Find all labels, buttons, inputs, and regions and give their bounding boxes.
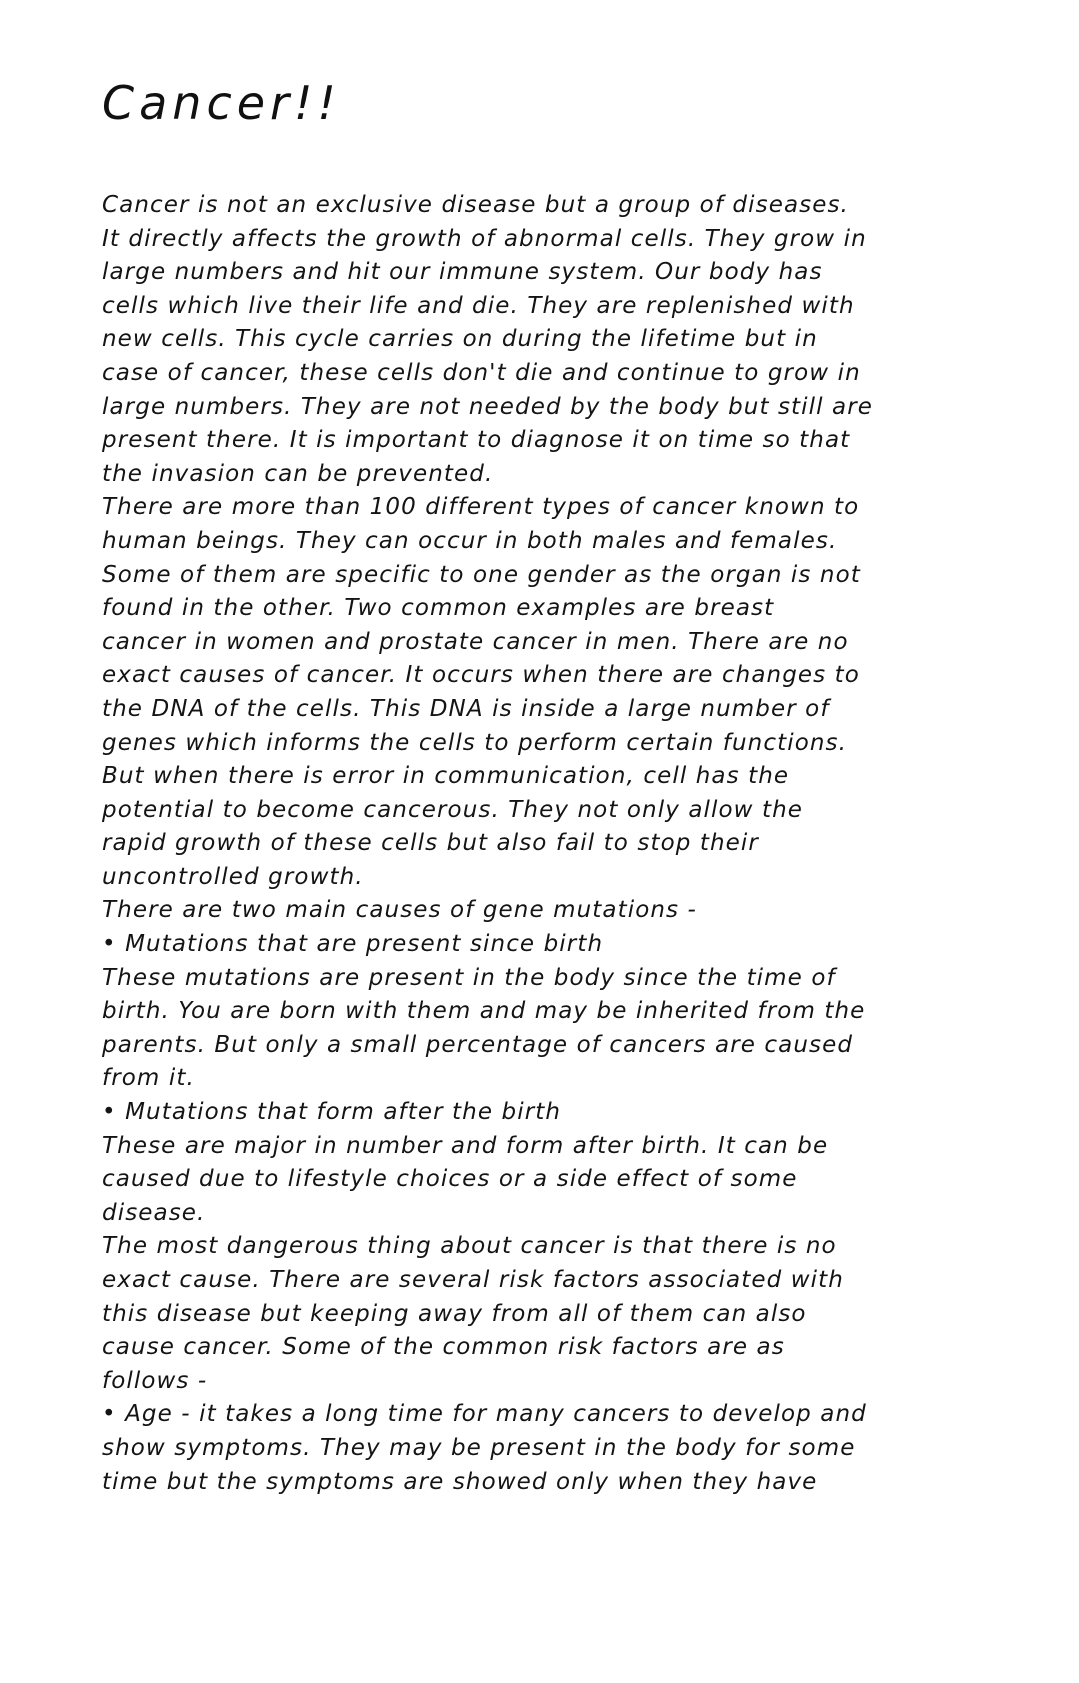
text-line: show symptoms. They may be present in the body for some [102, 1434, 856, 1461]
text-line: These are major in number and form after birth. It can be [102, 1132, 829, 1159]
text-line: case of cancer, these cells don't die and continue to grow in [102, 359, 861, 386]
text-line: • Age - it takes a long time for many cancers to develop and [102, 1401, 867, 1428]
text-line: potential to become cancerous. They not only allow the [102, 796, 804, 823]
text-line: It directly affects the growth of abnormal cells. They grow in [102, 225, 867, 252]
text-line: But when there is error in communication, cell has the [102, 763, 790, 790]
text-line: exact cause. There are several risk factors associated with [102, 1267, 844, 1293]
text-line: cause cancer. Some of the common risk factors are as [102, 1334, 785, 1361]
text-line: follows - [102, 1367, 208, 1394]
text-line: rapid growth of these cells but also fail to stop their [102, 830, 759, 857]
text-line: Some of them are specific to one gender as the organ is not [102, 561, 861, 588]
text-line: from it. [102, 1065, 195, 1092]
text-line: • Mutations that form after the birth [102, 1099, 562, 1126]
text-line: There are two main causes of gene mutations - [102, 897, 697, 924]
text-line: this disease but keeping away from all of them can also [102, 1300, 807, 1327]
text-line: large numbers and hit our immune system. Our body has [102, 259, 823, 286]
document-title: Cancer!! [102, 76, 341, 130]
text-line: Cancer is not an exclusive disease but a group of diseases. [102, 192, 849, 218]
text-line: disease. [102, 1199, 206, 1226]
text-line: the invasion can be prevented. [102, 460, 494, 487]
text-line: There are more than 100 different types of cancer known to [102, 494, 860, 521]
text-line: cells which live their life and die. They are replenished with [102, 292, 855, 319]
document-body [102, 189, 1062, 1499]
text-line: human beings. They can occur in both males and females. [102, 527, 838, 554]
text-line: genes which informs the cells to perform certain functions. [102, 729, 848, 756]
text-line: • Mutations that are present since birth [102, 931, 604, 958]
text-line: time but the symptoms are showed only when they have [102, 1468, 818, 1495]
text-line: found in the other. Two common examples are breast [102, 595, 775, 622]
text-line: caused due to lifestyle choices or a side effect of some [102, 1166, 798, 1193]
text-line: birth. You are born with them and may be inherited from the [102, 998, 866, 1025]
text-line: parents. But only a small percentage of cancers are caused [102, 1031, 854, 1058]
text-line: cancer in women and prostate cancer in men. There are no [102, 628, 849, 655]
text-line: new cells. This cycle carries on during the lifetime but in [102, 326, 818, 353]
text-line: The most dangerous thing about cancer is that there is no [102, 1233, 837, 1260]
text-line: These mutations are present in the body since the time of [102, 964, 836, 991]
text-line: the DNA of the cells. This DNA is inside a large number of [102, 695, 830, 722]
text-line: large numbers. They are not needed by the body but still are [102, 393, 874, 420]
text-line: uncontrolled growth. [102, 863, 364, 890]
text-line: present there. It is important to diagnose it on time so that [102, 427, 851, 454]
text-line: exact causes of cancer. It occurs when there are changes to [102, 662, 860, 689]
